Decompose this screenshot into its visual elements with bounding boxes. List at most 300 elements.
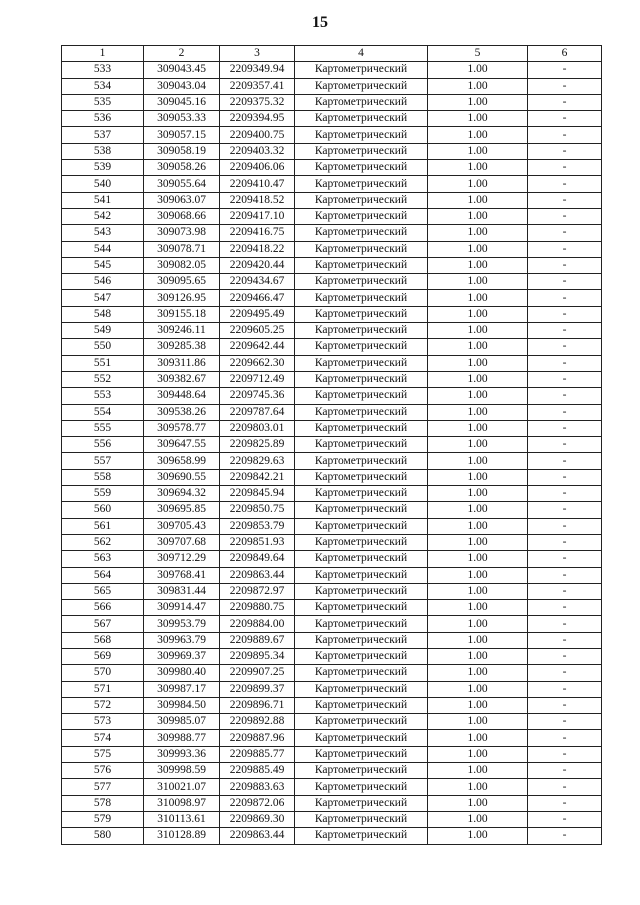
y-coordinate-cell: 2209375.32: [220, 94, 295, 110]
point-number-cell: 542: [62, 208, 144, 224]
column-header: 5: [428, 46, 528, 62]
point-number-cell: 534: [62, 78, 144, 94]
method-cell: Картометрический: [295, 404, 428, 420]
y-coordinate-cell: 2209417.10: [220, 208, 295, 224]
point-number-cell: 533: [62, 62, 144, 78]
description-cell: -: [528, 648, 602, 664]
table-row: [62, 160, 602, 176]
x-coordinate-cell: 310128.89: [144, 828, 220, 844]
point-number-cell: 544: [62, 241, 144, 257]
accuracy-cell: 1.00: [428, 697, 528, 713]
y-coordinate-cell: 2209880.75: [220, 600, 295, 616]
description-cell: -: [528, 453, 602, 469]
x-coordinate-cell: 309538.26: [144, 404, 220, 420]
description-cell: -: [528, 437, 602, 453]
y-coordinate-cell: 2209406.06: [220, 160, 295, 176]
method-cell: Картометрический: [295, 127, 428, 143]
y-coordinate-cell: 2209896.71: [220, 697, 295, 713]
point-number-cell: 575: [62, 746, 144, 762]
table-row: [62, 714, 602, 730]
x-coordinate-cell: 309707.68: [144, 534, 220, 550]
y-coordinate-cell: 2209662.30: [220, 355, 295, 371]
y-coordinate-cell: 2209418.52: [220, 192, 295, 208]
y-coordinate-cell: 2209872.06: [220, 795, 295, 811]
accuracy-cell: 1.00: [428, 127, 528, 143]
point-number-cell: 578: [62, 795, 144, 811]
accuracy-cell: 1.00: [428, 534, 528, 550]
accuracy-cell: 1.00: [428, 795, 528, 811]
description-cell: -: [528, 469, 602, 485]
accuracy-cell: 1.00: [428, 486, 528, 502]
accuracy-cell: 1.00: [428, 208, 528, 224]
method-cell: Картометрический: [295, 290, 428, 306]
point-number-cell: 568: [62, 632, 144, 648]
description-cell: -: [528, 486, 602, 502]
table-row: [62, 616, 602, 632]
accuracy-cell: 1.00: [428, 763, 528, 779]
description-cell: -: [528, 160, 602, 176]
y-coordinate-cell: 2209899.37: [220, 681, 295, 697]
description-cell: -: [528, 371, 602, 387]
method-cell: Картометрический: [295, 78, 428, 94]
point-number-cell: 571: [62, 681, 144, 697]
accuracy-cell: 1.00: [428, 355, 528, 371]
y-coordinate-cell: 2209418.22: [220, 241, 295, 257]
method-cell: Картометрический: [295, 339, 428, 355]
x-coordinate-cell: 309057.15: [144, 127, 220, 143]
method-cell: Картометрический: [295, 388, 428, 404]
accuracy-cell: 1.00: [428, 192, 528, 208]
description-cell: -: [528, 746, 602, 762]
x-coordinate-cell: 310098.97: [144, 795, 220, 811]
table-row: [62, 143, 602, 159]
y-coordinate-cell: 2209394.95: [220, 111, 295, 127]
y-coordinate-cell: 2209884.00: [220, 616, 295, 632]
y-coordinate-cell: 2209845.94: [220, 486, 295, 502]
y-coordinate-cell: 2209892.88: [220, 714, 295, 730]
x-coordinate-cell: 309998.59: [144, 763, 220, 779]
x-coordinate-cell: 309126.95: [144, 290, 220, 306]
point-number-cell: 550: [62, 339, 144, 355]
accuracy-cell: 1.00: [428, 551, 528, 567]
point-number-cell: 554: [62, 404, 144, 420]
table-row: [62, 730, 602, 746]
x-coordinate-cell: 309914.47: [144, 600, 220, 616]
y-coordinate-cell: 2209712.49: [220, 371, 295, 387]
table-row: [62, 257, 602, 273]
accuracy-cell: 1.00: [428, 94, 528, 110]
accuracy-cell: 1.00: [428, 225, 528, 241]
table-row: [62, 697, 602, 713]
table-row: [62, 78, 602, 94]
table-row: [62, 795, 602, 811]
y-coordinate-cell: 2209889.67: [220, 632, 295, 648]
accuracy-cell: 1.00: [428, 518, 528, 534]
x-coordinate-cell: 309987.17: [144, 681, 220, 697]
method-cell: Картометрический: [295, 730, 428, 746]
x-coordinate-cell: 309658.99: [144, 453, 220, 469]
accuracy-cell: 1.00: [428, 306, 528, 322]
method-cell: Картометрический: [295, 616, 428, 632]
description-cell: -: [528, 225, 602, 241]
y-coordinate-cell: 2209829.63: [220, 453, 295, 469]
method-cell: Картометрический: [295, 632, 428, 648]
x-coordinate-cell: 309831.44: [144, 583, 220, 599]
x-coordinate-cell: 309985.07: [144, 714, 220, 730]
point-number-cell: 560: [62, 502, 144, 518]
table-header-row: [62, 46, 602, 62]
description-cell: -: [528, 518, 602, 534]
x-coordinate-cell: 309073.98: [144, 225, 220, 241]
description-cell: -: [528, 257, 602, 273]
point-number-cell: 547: [62, 290, 144, 306]
method-cell: Картометрический: [295, 437, 428, 453]
y-coordinate-cell: 2209605.25: [220, 323, 295, 339]
accuracy-cell: 1.00: [428, 437, 528, 453]
coordinates-table: [61, 45, 602, 845]
x-coordinate-cell: 309647.55: [144, 437, 220, 453]
accuracy-cell: 1.00: [428, 78, 528, 94]
description-cell: -: [528, 779, 602, 795]
x-coordinate-cell: 309448.64: [144, 388, 220, 404]
point-number-cell: 548: [62, 306, 144, 322]
y-coordinate-cell: 2209403.32: [220, 143, 295, 159]
method-cell: Картометрический: [295, 665, 428, 681]
description-cell: -: [528, 567, 602, 583]
description-cell: -: [528, 714, 602, 730]
table-row: [62, 127, 602, 143]
x-coordinate-cell: 309988.77: [144, 730, 220, 746]
accuracy-cell: 1.00: [428, 746, 528, 762]
accuracy-cell: 1.00: [428, 828, 528, 844]
column-header: 4: [295, 46, 428, 62]
accuracy-cell: 1.00: [428, 257, 528, 273]
point-number-cell: 541: [62, 192, 144, 208]
description-cell: -: [528, 78, 602, 94]
x-coordinate-cell: 309963.79: [144, 632, 220, 648]
point-number-cell: 580: [62, 828, 144, 844]
table-row: [62, 469, 602, 485]
table-row: [62, 306, 602, 322]
table-row: [62, 779, 602, 795]
table-row: [62, 274, 602, 290]
table-row: [62, 648, 602, 664]
method-cell: Картометрический: [295, 600, 428, 616]
table-row: [62, 551, 602, 567]
accuracy-cell: 1.00: [428, 665, 528, 681]
accuracy-cell: 1.00: [428, 632, 528, 648]
method-cell: Картометрический: [295, 811, 428, 827]
y-coordinate-cell: 2209883.63: [220, 779, 295, 795]
table-row: [62, 681, 602, 697]
point-number-cell: 556: [62, 437, 144, 453]
method-cell: Картометрический: [295, 225, 428, 241]
table-row: [62, 567, 602, 583]
description-cell: -: [528, 600, 602, 616]
accuracy-cell: 1.00: [428, 714, 528, 730]
accuracy-cell: 1.00: [428, 388, 528, 404]
point-number-cell: 573: [62, 714, 144, 730]
table-row: [62, 811, 602, 827]
x-coordinate-cell: 309246.11: [144, 323, 220, 339]
accuracy-cell: 1.00: [428, 111, 528, 127]
page-number: 15: [312, 14, 328, 31]
accuracy-cell: 1.00: [428, 323, 528, 339]
description-cell: -: [528, 828, 602, 844]
accuracy-cell: 1.00: [428, 420, 528, 436]
y-coordinate-cell: 2209803.01: [220, 420, 295, 436]
method-cell: Картометрический: [295, 648, 428, 664]
table-row: [62, 111, 602, 127]
y-coordinate-cell: 2209863.44: [220, 828, 295, 844]
method-cell: Картометрический: [295, 763, 428, 779]
method-cell: Картометрический: [295, 795, 428, 811]
table-row: [62, 746, 602, 762]
y-coordinate-cell: 2209745.36: [220, 388, 295, 404]
description-cell: -: [528, 665, 602, 681]
description-cell: -: [528, 502, 602, 518]
method-cell: Картометрический: [295, 355, 428, 371]
point-number-cell: 561: [62, 518, 144, 534]
method-cell: Картометрический: [295, 208, 428, 224]
point-number-cell: 579: [62, 811, 144, 827]
method-cell: Картометрический: [295, 306, 428, 322]
y-coordinate-cell: 2209885.49: [220, 763, 295, 779]
accuracy-cell: 1.00: [428, 469, 528, 485]
method-cell: Картометрический: [295, 453, 428, 469]
description-cell: -: [528, 176, 602, 192]
method-cell: Картометрический: [295, 420, 428, 436]
table-row: [62, 453, 602, 469]
description-cell: -: [528, 534, 602, 550]
table-row: [62, 388, 602, 404]
method-cell: Картометрический: [295, 160, 428, 176]
x-coordinate-cell: 309953.79: [144, 616, 220, 632]
y-coordinate-cell: 2209887.96: [220, 730, 295, 746]
column-header: 3: [220, 46, 295, 62]
description-cell: -: [528, 208, 602, 224]
x-coordinate-cell: 309155.18: [144, 306, 220, 322]
x-coordinate-cell: 309311.86: [144, 355, 220, 371]
table-row: [62, 404, 602, 420]
point-number-cell: 565: [62, 583, 144, 599]
method-cell: Картометрический: [295, 697, 428, 713]
table-row: [62, 208, 602, 224]
table-row: [62, 339, 602, 355]
description-cell: -: [528, 306, 602, 322]
y-coordinate-cell: 2209642.44: [220, 339, 295, 355]
point-number-cell: 564: [62, 567, 144, 583]
point-number-cell: 552: [62, 371, 144, 387]
method-cell: Картометрический: [295, 111, 428, 127]
point-number-cell: 536: [62, 111, 144, 127]
table-row: [62, 583, 602, 599]
method-cell: Картометрический: [295, 502, 428, 518]
accuracy-cell: 1.00: [428, 176, 528, 192]
table-row: [62, 437, 602, 453]
point-number-cell: 555: [62, 420, 144, 436]
accuracy-cell: 1.00: [428, 371, 528, 387]
x-coordinate-cell: 309053.33: [144, 111, 220, 127]
point-number-cell: 540: [62, 176, 144, 192]
method-cell: Картометрический: [295, 681, 428, 697]
table-row: [62, 62, 602, 78]
method-cell: Картометрический: [295, 534, 428, 550]
y-coordinate-cell: 2209495.49: [220, 306, 295, 322]
y-coordinate-cell: 2209895.34: [220, 648, 295, 664]
table-row: [62, 534, 602, 550]
point-number-cell: 538: [62, 143, 144, 159]
x-coordinate-cell: 309058.26: [144, 160, 220, 176]
table-row: [62, 323, 602, 339]
x-coordinate-cell: 309068.66: [144, 208, 220, 224]
y-coordinate-cell: 2209863.44: [220, 567, 295, 583]
method-cell: Картометрический: [295, 371, 428, 387]
table-row: [62, 632, 602, 648]
column-header: 1: [62, 46, 144, 62]
point-number-cell: 558: [62, 469, 144, 485]
description-cell: -: [528, 811, 602, 827]
y-coordinate-cell: 2209466.47: [220, 290, 295, 306]
table-row: [62, 420, 602, 436]
point-number-cell: 557: [62, 453, 144, 469]
x-coordinate-cell: 309285.38: [144, 339, 220, 355]
accuracy-cell: 1.00: [428, 274, 528, 290]
y-coordinate-cell: 2209787.64: [220, 404, 295, 420]
point-number-cell: 576: [62, 763, 144, 779]
point-number-cell: 563: [62, 551, 144, 567]
table-row: [62, 241, 602, 257]
description-cell: -: [528, 388, 602, 404]
accuracy-cell: 1.00: [428, 143, 528, 159]
description-cell: -: [528, 192, 602, 208]
description-cell: -: [528, 763, 602, 779]
point-number-cell: 553: [62, 388, 144, 404]
y-coordinate-cell: 2209357.41: [220, 78, 295, 94]
accuracy-cell: 1.00: [428, 567, 528, 583]
y-coordinate-cell: 2209869.30: [220, 811, 295, 827]
description-cell: -: [528, 551, 602, 567]
y-coordinate-cell: 2209853.79: [220, 518, 295, 534]
x-coordinate-cell: 310113.61: [144, 811, 220, 827]
method-cell: Картометрический: [295, 551, 428, 567]
description-cell: -: [528, 795, 602, 811]
table-row: [62, 355, 602, 371]
description-cell: -: [528, 420, 602, 436]
x-coordinate-cell: 309082.05: [144, 257, 220, 273]
accuracy-cell: 1.00: [428, 811, 528, 827]
x-coordinate-cell: 309980.40: [144, 665, 220, 681]
description-cell: -: [528, 62, 602, 78]
column-header: 2: [144, 46, 220, 62]
table-row: [62, 290, 602, 306]
x-coordinate-cell: 309695.85: [144, 502, 220, 518]
description-cell: -: [528, 404, 602, 420]
description-cell: -: [528, 323, 602, 339]
y-coordinate-cell: 2209410.47: [220, 176, 295, 192]
method-cell: Картометрический: [295, 257, 428, 273]
accuracy-cell: 1.00: [428, 648, 528, 664]
table-body: [62, 62, 602, 844]
description-cell: -: [528, 111, 602, 127]
table-row: [62, 828, 602, 844]
y-coordinate-cell: 2209434.67: [220, 274, 295, 290]
point-number-cell: 537: [62, 127, 144, 143]
y-coordinate-cell: 2209850.75: [220, 502, 295, 518]
x-coordinate-cell: 309705.43: [144, 518, 220, 534]
accuracy-cell: 1.00: [428, 681, 528, 697]
description-cell: -: [528, 583, 602, 599]
accuracy-cell: 1.00: [428, 616, 528, 632]
point-number-cell: 551: [62, 355, 144, 371]
accuracy-cell: 1.00: [428, 453, 528, 469]
y-coordinate-cell: 2209349.94: [220, 62, 295, 78]
accuracy-cell: 1.00: [428, 62, 528, 78]
y-coordinate-cell: 2209400.75: [220, 127, 295, 143]
method-cell: Картометрический: [295, 323, 428, 339]
method-cell: Картометрический: [295, 583, 428, 599]
description-cell: -: [528, 241, 602, 257]
description-cell: -: [528, 94, 602, 110]
x-coordinate-cell: 309578.77: [144, 420, 220, 436]
x-coordinate-cell: 309690.55: [144, 469, 220, 485]
x-coordinate-cell: 309694.32: [144, 486, 220, 502]
description-cell: -: [528, 290, 602, 306]
x-coordinate-cell: 309055.64: [144, 176, 220, 192]
description-cell: -: [528, 632, 602, 648]
description-cell: -: [528, 616, 602, 632]
accuracy-cell: 1.00: [428, 502, 528, 518]
description-cell: -: [528, 681, 602, 697]
description-cell: -: [528, 355, 602, 371]
method-cell: Картометрический: [295, 567, 428, 583]
table-row: [62, 600, 602, 616]
point-number-cell: 566: [62, 600, 144, 616]
table-row: [62, 763, 602, 779]
y-coordinate-cell: 2209851.93: [220, 534, 295, 550]
point-number-cell: 539: [62, 160, 144, 176]
point-number-cell: 546: [62, 274, 144, 290]
method-cell: Картометрический: [295, 746, 428, 762]
accuracy-cell: 1.00: [428, 600, 528, 616]
method-cell: Картометрический: [295, 469, 428, 485]
point-number-cell: 569: [62, 648, 144, 664]
method-cell: Картометрический: [295, 828, 428, 844]
table-row: [62, 371, 602, 387]
y-coordinate-cell: 2209872.97: [220, 583, 295, 599]
method-cell: Картометрический: [295, 241, 428, 257]
description-cell: -: [528, 697, 602, 713]
y-coordinate-cell: 2209885.77: [220, 746, 295, 762]
description-cell: -: [528, 143, 602, 159]
method-cell: Картометрический: [295, 143, 428, 159]
table-row: [62, 176, 602, 192]
accuracy-cell: 1.00: [428, 730, 528, 746]
table-row: [62, 486, 602, 502]
column-header: 6: [528, 46, 602, 62]
point-number-cell: 545: [62, 257, 144, 273]
y-coordinate-cell: 2209825.89: [220, 437, 295, 453]
accuracy-cell: 1.00: [428, 339, 528, 355]
y-coordinate-cell: 2209420.44: [220, 257, 295, 273]
description-cell: -: [528, 127, 602, 143]
point-number-cell: 567: [62, 616, 144, 632]
x-coordinate-cell: 309058.19: [144, 143, 220, 159]
point-number-cell: 574: [62, 730, 144, 746]
x-coordinate-cell: 309969.37: [144, 648, 220, 664]
description-cell: -: [528, 730, 602, 746]
table-row: [62, 518, 602, 534]
